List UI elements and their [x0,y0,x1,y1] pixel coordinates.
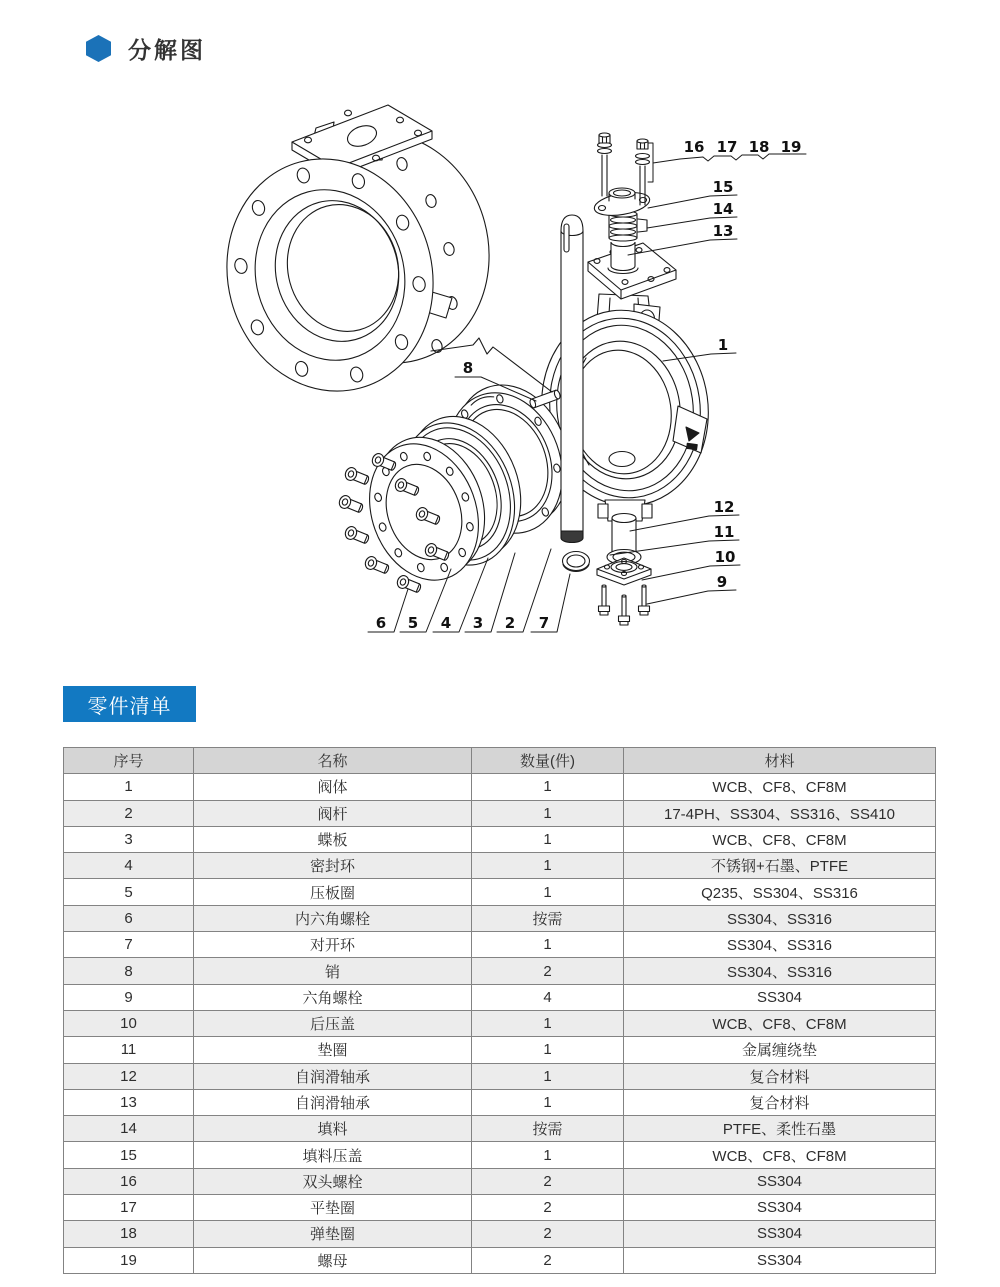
table-header-row [64,748,936,774]
table-row [64,879,936,905]
cell-qty: 2 [472,1195,624,1221]
callout-17: 17 [716,138,738,156]
callout-13: 13 [712,222,734,240]
table-row [64,1037,936,1063]
cell-name: 填料 [194,1116,472,1142]
callout-18: 18 [748,138,770,156]
cell-name: 自润滑轴承 [194,1063,472,1089]
cell-qty: 4 [472,984,624,1010]
cell-material: WCB、CF8、CF8M [624,1142,936,1168]
table-row [64,984,936,1010]
callout-2: 2 [504,614,516,632]
cell-material: 金属缠绕垫 [624,1037,936,1063]
table-row [64,958,936,984]
cell-qty: 按需 [472,905,624,931]
cell-no: 11 [64,1037,194,1063]
cell-name: 阀杆 [194,800,472,826]
table-row [64,1089,936,1115]
bottom-cover-assembly-drawing [597,514,651,626]
cell-material: 复合材料 [624,1063,936,1089]
table-row [64,905,936,931]
cell-qty: 按需 [472,1116,624,1142]
callout-5: 5 [407,614,419,632]
cell-no: 6 [64,905,194,931]
parts-list-label: 零件清单 [63,686,196,722]
cell-no: 19 [64,1247,194,1273]
table-row [64,1142,936,1168]
callout-11: 11 [713,523,735,541]
cell-name: 平垫圈 [194,1195,472,1221]
cell-name: 垫圈 [194,1037,472,1063]
table-row [64,800,936,826]
table-row [64,1168,936,1194]
col-header-name: 名称 [194,748,472,774]
callout-15: 15 [712,178,734,196]
parts-table [63,747,936,1274]
callout-12: 12 [713,498,735,516]
cell-qty: 2 [472,1168,624,1194]
cell-no: 14 [64,1116,194,1142]
table-row [64,1063,936,1089]
cell-material: PTFE、柔性石墨 [624,1116,936,1142]
cell-no: 16 [64,1168,194,1194]
callout-3: 3 [472,614,484,632]
table-row [64,1195,936,1221]
cell-no: 15 [64,1142,194,1168]
table-row [64,932,936,958]
cell-material: WCB、CF8、CF8M [624,774,936,800]
cell-no: 2 [64,800,194,826]
cell-name: 填料压盖 [194,1142,472,1168]
callout-9: 9 [716,573,728,591]
cell-material: 不锈钢+石墨、PTFE [624,853,936,879]
cell-material: 复合材料 [624,1089,936,1115]
cell-no: 7 [64,932,194,958]
callout-7: 7 [538,614,550,632]
cell-material: 17-4PH、SS304、SS316、SS410 [624,800,936,826]
table-row [64,1247,936,1273]
callout-14: 14 [712,200,734,218]
cell-name: 销 [194,958,472,984]
callout-16: 16 [683,138,705,156]
cell-name: 密封环 [194,853,472,879]
cell-no: 3 [64,826,194,852]
cell-qty: 1 [472,826,624,852]
cell-no: 17 [64,1195,194,1221]
cell-name: 对开环 [194,932,472,958]
cell-name: 压板圈 [194,879,472,905]
cell-qty: 2 [472,1247,624,1273]
cell-no: 9 [64,984,194,1010]
cell-material: WCB、CF8、CF8M [624,826,936,852]
table-row [64,826,936,852]
cell-qty: 1 [472,879,624,905]
cell-qty: 1 [472,1063,624,1089]
cell-no: 8 [64,958,194,984]
cell-qty: 1 [472,1089,624,1115]
cell-material: WCB、CF8、CF8M [624,1010,936,1036]
cell-no: 10 [64,1010,194,1036]
cell-material: Q235、SS304、SS316 [624,879,936,905]
table-row [64,774,936,800]
cell-qty: 1 [472,1142,624,1168]
cell-name: 双头螺栓 [194,1168,472,1194]
cell-name: 内六角螺栓 [194,905,472,931]
cell-qty: 1 [472,932,624,958]
cell-material: SS304 [624,1168,936,1194]
col-header-material: 材料 [624,748,936,774]
cell-qty: 2 [472,958,624,984]
cell-name: 阀体 [194,774,472,800]
cell-qty: 1 [472,800,624,826]
cell-no: 1 [64,774,194,800]
cell-no: 18 [64,1221,194,1247]
split-ring-drawing [563,552,590,572]
cell-no: 4 [64,853,194,879]
cell-qty: 1 [472,774,624,800]
cell-qty: 1 [472,853,624,879]
cell-qty: 1 [472,1010,624,1036]
callout-6: 6 [375,614,387,632]
cell-material: SS304、SS316 [624,958,936,984]
cell-material: SS304 [624,1195,936,1221]
table-row [64,1221,936,1247]
table-row [64,853,936,879]
cell-material: SS304、SS316 [624,932,936,958]
col-header-no: 序号 [64,748,194,774]
cell-material: SS304 [624,984,936,1010]
callout-4: 4 [440,614,452,632]
callout-8: 8 [462,359,474,377]
table-row [64,1116,936,1142]
cell-material: SS304 [624,1221,936,1247]
callout-10: 10 [714,548,736,566]
callout-1: 1 [717,336,729,354]
page-title: 分解图 [128,37,206,63]
cell-material: SS304 [624,1247,936,1273]
cell-name: 后压盖 [194,1010,472,1036]
cell-name: 自润滑轴承 [194,1089,472,1115]
cell-name: 蝶板 [194,826,472,852]
callout-19: 19 [780,138,802,156]
cell-no: 12 [64,1063,194,1089]
cell-no: 13 [64,1089,194,1115]
cell-name: 弹垫圈 [194,1221,472,1247]
cell-qty: 2 [472,1221,624,1247]
cell-name: 螺母 [194,1247,472,1273]
cell-material: SS304、SS316 [624,905,936,931]
table-row [64,1010,936,1036]
cell-no: 5 [64,879,194,905]
cell-name: 六角螺栓 [194,984,472,1010]
stem-drawing [561,215,583,543]
flange-reference-line [431,338,552,392]
col-header-qty: 数量(件) [472,748,624,774]
cell-qty: 1 [472,1037,624,1063]
